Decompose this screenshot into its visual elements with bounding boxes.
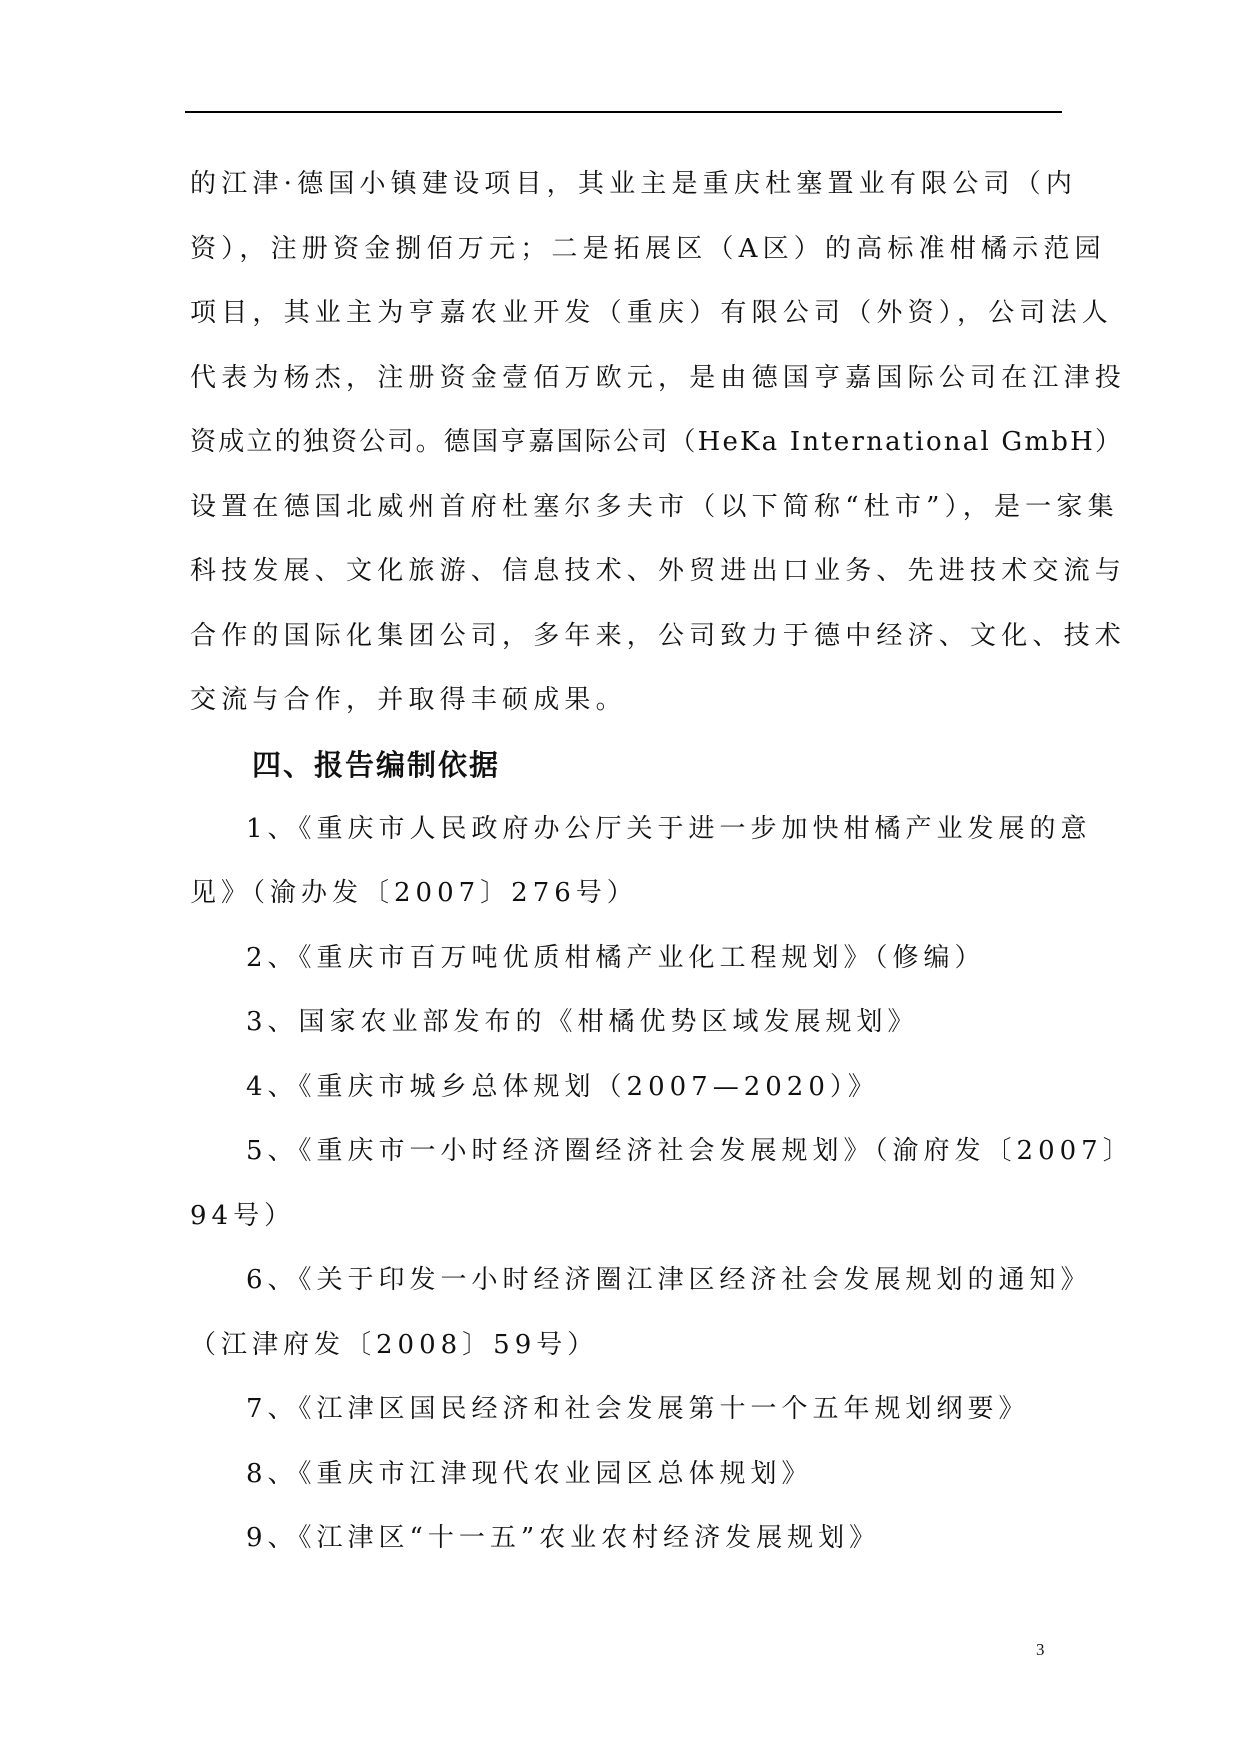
page-number: 3 [1036, 1640, 1045, 1659]
reference-line: 2、《重庆市百万吨优质柑橘产业化工程规划》（修编） [246, 942, 986, 973]
reference-item-2 [190, 926, 1060, 991]
reference-line: 5、《重庆市一小时经济圈经济社会发展规划》（渝府发〔2007〕 [246, 1136, 1134, 1166]
page-body [190, 152, 1134, 1571]
reference-line: 8、《重庆市江津现代农业园区总体规划》 [246, 1458, 813, 1489]
section-heading: 四、报告编制依据 [252, 747, 501, 782]
reference-line: 94号） [190, 1200, 296, 1231]
reference-line: 6、《关于印发一小时经济圈江津区经济社会发展规划的通知》 [246, 1265, 1092, 1295]
reference-line: 4、《重庆市城乡总体规划（2007—2020）》 [246, 1071, 879, 1102]
paragraph-line: 设置在德国北威州首府杜塞尔多夫市（以下简称“杜市”），是一家集 [190, 491, 1119, 522]
paragraph-line: 资成立的独资公司。德国亨嘉国际公司（HeKa International GmbH） [190, 427, 1124, 457]
reference-line: （江津府发〔2008〕59号） [190, 1329, 599, 1360]
reference-list [190, 797, 1134, 1571]
reference-line: 见》（渝办发〔2007〕276号） [190, 878, 638, 908]
header-rule [185, 111, 1062, 113]
reference-item-4 [190, 1055, 1060, 1120]
reference-item-5 [190, 1119, 1134, 1248]
paragraph-line: 的江津·德国小镇建设项目，其业主是重庆杜塞置业有限公司（内 [190, 169, 1078, 199]
paragraph-line: 项目，其业主为亨嘉农业开发（重庆）有限公司（外资），公司法人 [190, 298, 1114, 328]
paragraph-line: 资），注册资金捌佰万元；二是拓展区（A区）的高标准柑橘示范园 [190, 233, 1106, 264]
company-paragraph [190, 152, 1127, 733]
reference-item-1 [190, 797, 1092, 926]
reference-item-8 [190, 1442, 1060, 1507]
reference-item-7 [190, 1377, 1060, 1442]
reference-line: 3、国家农业部发布的《柑橘优势区域发展规划》 [246, 1007, 919, 1037]
paragraph-line: 合作的国际化集团公司，多年来，公司致力于德中经济、文化、技术 [190, 620, 1127, 651]
paragraph-line: 交流与合作，并取得丰硕成果。 [190, 685, 627, 715]
paragraph-line: 科技发展、文化旅游、信息技术、外贸进出口业务、先进技术交流与 [190, 556, 1127, 586]
reference-line: 1、《重庆市人民政府办公厅关于进一步加快柑橘产业发展的意 [246, 813, 1092, 844]
reference-item-6 [190, 1248, 1092, 1377]
reference-line: 9、《江津区“十一五”农业农村经济发展规划》 [246, 1523, 881, 1553]
reference-line: 7、《江津区国民经济和社会发展第十一个五年规划纲要》 [246, 1394, 1030, 1424]
paragraph-line: 代表为杨杰，注册资金壹佰万欧元，是由德国亨嘉国际公司在江津投 [190, 362, 1127, 393]
reference-item-3 [190, 990, 1060, 1055]
reference-item-9 [190, 1506, 1060, 1571]
